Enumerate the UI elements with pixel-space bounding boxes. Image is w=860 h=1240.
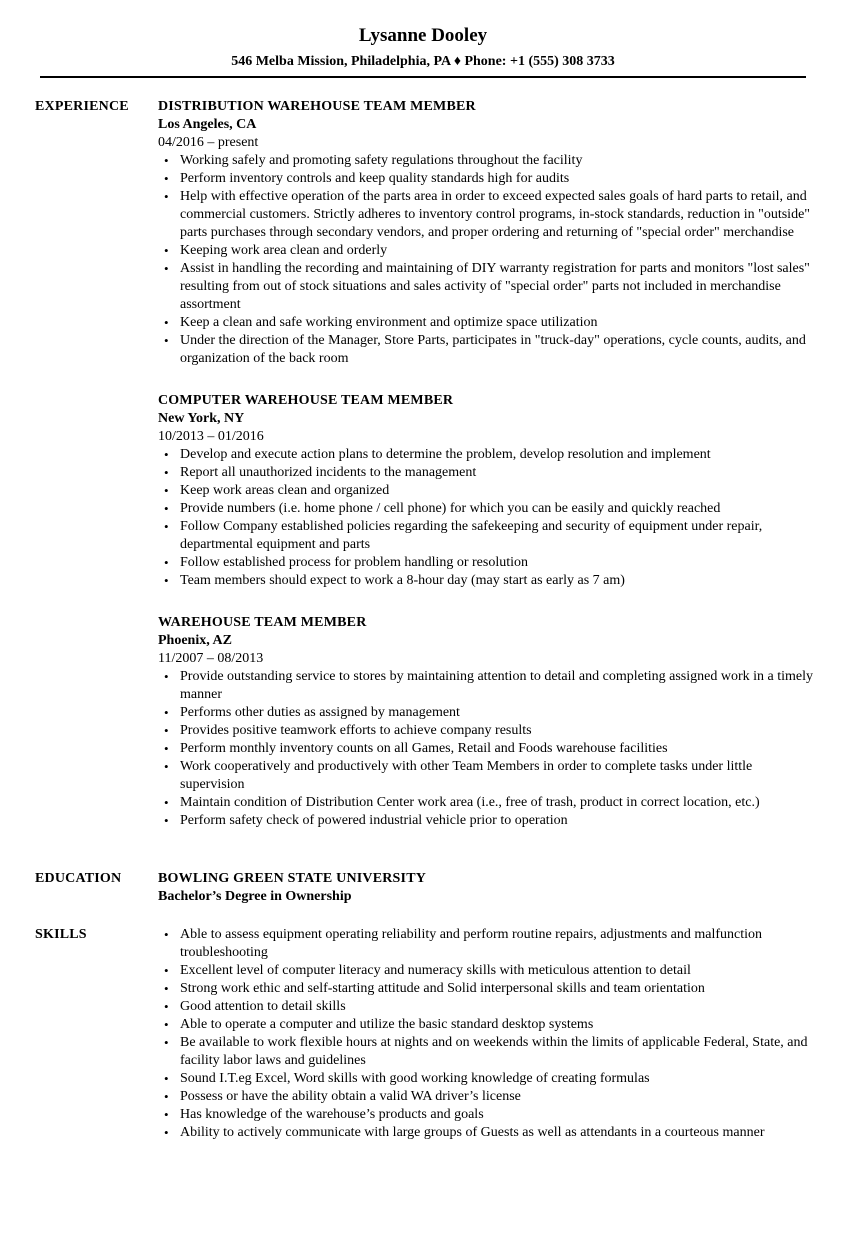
contact-line: 546 Melba Mission, Philadelphia, PA ♦ Phone: +1 (555) 308 3733 xyxy=(231,54,615,69)
bullet-item: • Under the direction of the Manager, Store Parts, participates in "truck-day" operations, cycle counts, audits, and organization of the back room xyxy=(158,332,814,368)
candidate-name: Lysanne Dooley xyxy=(358,25,488,46)
experience-body xyxy=(158,98,814,854)
bullet-item: • Help with effective operation of the parts area in order to exceed expected sales goals of hard parts to retail, and commercial customers. Strictly adheres to inventory control programs, in-stock standards, reduction in "outside" parts purchases through secondary vendors, and proper ordering and returning of "special order" merchandise xyxy=(158,188,814,242)
job-title: COMPUTER WAREHOUSE TEAM MEMBER xyxy=(158,393,454,408)
skill-item: • Excellent level of computer literacy and numeracy skills with meticulous attention to detail xyxy=(158,962,814,980)
skill-item: • Has knowledge of the warehouse’s products and goals xyxy=(158,1106,814,1124)
job-entry xyxy=(158,392,814,590)
bullet-item: • Follow Company established policies regarding the safekeeping and security of equipment under repair, departmental equipment and parts xyxy=(158,518,814,554)
bullet-item: • Perform safety check of powered industrial vehicle prior to operation xyxy=(158,812,814,830)
job-location: Los Angeles, CA xyxy=(158,117,257,132)
education-body xyxy=(158,870,814,906)
bullet-item: • Report all unauthorized incidents to the management xyxy=(158,464,814,482)
skill-item: • Ability to actively communicate with large groups of Guests as well as attendants in a courteous manner xyxy=(158,1124,814,1142)
bullet-item: • Provide outstanding service to stores by maintaining attention to detail and completing assigned work in a timely manner xyxy=(158,668,814,704)
bullet-item: • Keeping work area clean and orderly xyxy=(158,242,814,260)
skill-item: • Possess or have the ability obtain a valid WA driver’s license xyxy=(158,1088,814,1106)
skill-item: • Sound I.T.eg Excel, Word skills with good working knowledge of creating formulas xyxy=(158,1070,814,1088)
bullet-item: • Team members should expect to work a 8-hour day (may start as early as 7 am) xyxy=(158,572,814,590)
resume-header xyxy=(40,22,806,71)
bullet-item: • Perform inventory controls and keep quality standards high for audits xyxy=(158,170,814,188)
skill-item: • Strong work ethic and self-starting attitude and Solid interpersonal skills and team orientation xyxy=(158,980,814,998)
job-entry xyxy=(158,614,814,830)
bullet-item: • Develop and execute action plans to determine the problem, develop resolution and implement xyxy=(158,446,814,464)
bullet-item: • Provide numbers (i.e. home phone / cell phone) for which you can be easily and quickly reached xyxy=(158,500,814,518)
degree: Bachelor’s Degree in Ownership xyxy=(158,889,352,904)
bullet-item: • Assist in handling the recording and maintaining of DIY warranty registration for parts and monitors "lost sales" resulting from out of stock situations and sales activity of "special order" parts not included in merchandise assortment xyxy=(158,260,814,314)
job-title: DISTRIBUTION WAREHOUSE TEAM MEMBER xyxy=(158,99,476,114)
skills-label: SKILLS xyxy=(35,927,87,942)
job-dates: 04/2016 – present xyxy=(158,135,259,150)
bullet-item: • Perform monthly inventory counts on all Games, Retail and Foods warehouse facilities xyxy=(158,740,814,758)
bullet-item: • Performs other duties as assigned by management xyxy=(158,704,814,722)
skills-list xyxy=(158,926,814,1142)
job-bullets xyxy=(158,668,814,830)
experience-label: EXPERIENCE xyxy=(35,99,129,114)
bullet-item: • Work cooperatively and productively with other Team Members in order to complete tasks under little supervision xyxy=(158,758,814,794)
bullet-item: • Provides positive teamwork efforts to achieve company results xyxy=(158,722,814,740)
header-divider xyxy=(40,76,806,78)
bullet-item: • Keep a clean and safe working environment and optimize space utilization xyxy=(158,314,814,332)
job-location: New York, NY xyxy=(158,411,245,426)
skill-item: • Good attention to detail skills xyxy=(158,998,814,1016)
bullet-item: • Maintain condition of Distribution Center work area (i.e., free of trash, product in correct location, etc.) xyxy=(158,794,814,812)
job-bullets xyxy=(158,152,814,368)
job-location: Phoenix, AZ xyxy=(158,633,232,648)
job-dates: 10/2013 – 01/2016 xyxy=(158,429,264,444)
skill-item: • Be available to work flexible hours at nights and on weekends within the limits of applicable Federal, State, and facility labor laws and guidelines xyxy=(158,1034,814,1070)
skill-item: • Able to assess equipment operating reliability and perform routine repairs, adjustments and malfunction troubleshooting xyxy=(158,926,814,962)
job-dates: 11/2007 – 08/2013 xyxy=(158,651,264,666)
job-bullets xyxy=(158,446,814,590)
bullet-item: • Working safely and promoting safety regulations throughout the facility xyxy=(158,152,814,170)
skill-item: • Able to operate a computer and utilize the basic standard desktop systems xyxy=(158,1016,814,1034)
bullet-item: • Follow established process for problem handling or resolution xyxy=(158,554,814,572)
education-label: EDUCATION xyxy=(35,871,122,886)
school-name: BOWLING GREEN STATE UNIVERSITY xyxy=(158,871,427,886)
skills-body xyxy=(158,926,814,1142)
bullet-item: • Keep work areas clean and organized xyxy=(158,482,814,500)
job-entry xyxy=(158,98,814,368)
job-title: WAREHOUSE TEAM MEMBER xyxy=(158,615,367,630)
